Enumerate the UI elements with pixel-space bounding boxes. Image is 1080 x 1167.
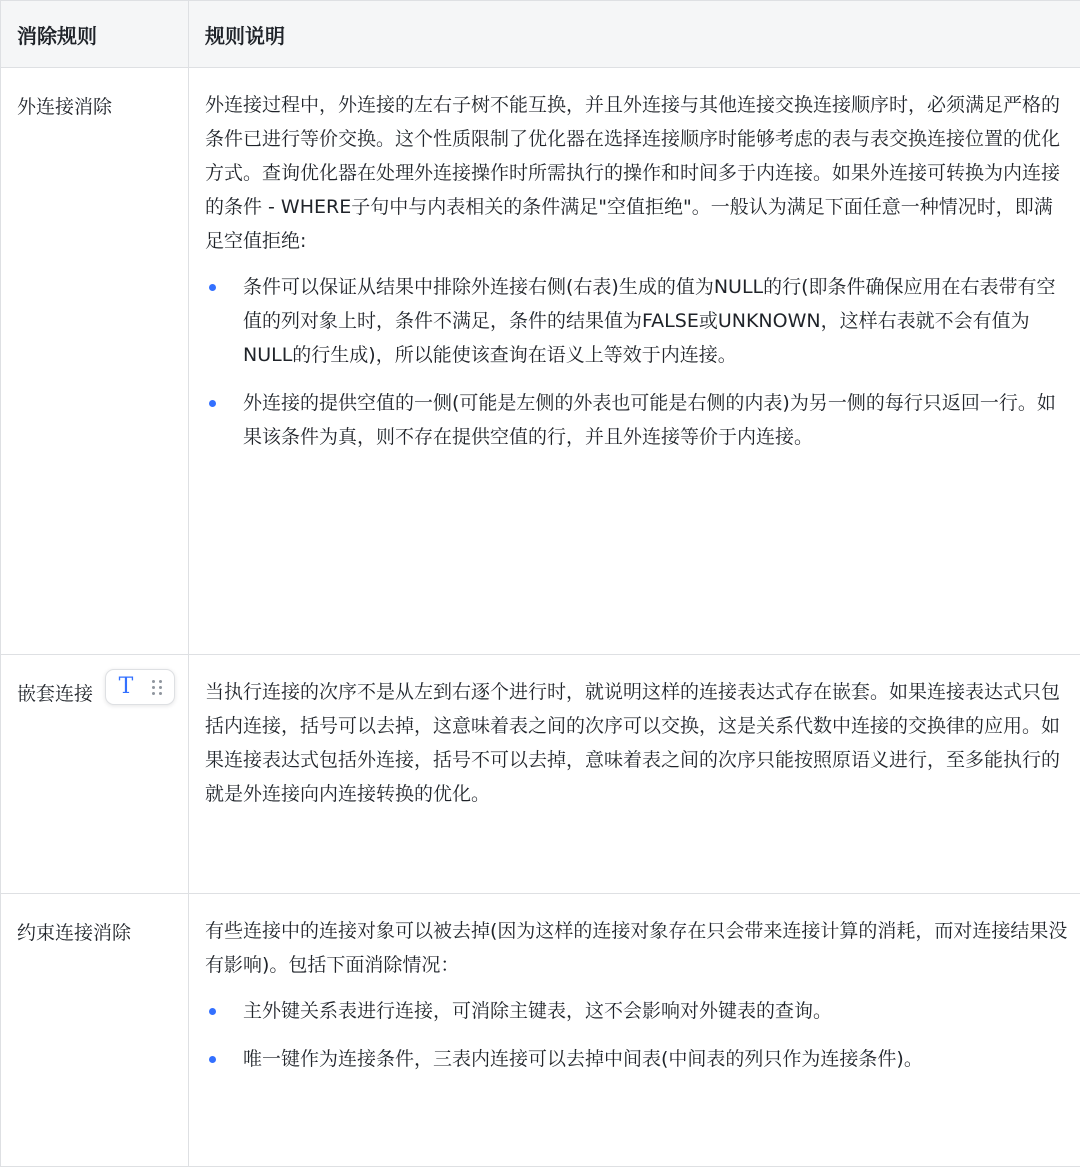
table-row xyxy=(1,68,1080,655)
list-item xyxy=(205,270,1070,372)
bullet-dot-icon xyxy=(209,284,216,291)
rule-name-cell[interactable] xyxy=(1,655,189,894)
rule-name: 嵌套连接 xyxy=(17,683,93,705)
rule-name-cell[interactable] xyxy=(1,894,189,1167)
block-toolbar[interactable] xyxy=(105,669,175,705)
list-item xyxy=(205,994,1070,1028)
rule-desc-cell[interactable] xyxy=(189,68,1080,655)
bullet-dot-icon xyxy=(209,400,216,407)
bullet-dot-icon xyxy=(209,1056,216,1063)
rule-name: 约束连接消除 xyxy=(17,922,131,944)
list-item xyxy=(205,386,1070,454)
header-rule-desc: 规则说明 xyxy=(189,1,1080,68)
list-item xyxy=(205,1042,1070,1076)
header-rule-name: 消除规则 xyxy=(1,1,189,68)
rule-description: 外连接过程中，外连接的左右子树不能互换，并且外连接与其他连接交换连接顺序时，必须满足严格的条件已进行等价交换。这个性质限制了优化器在选择连接顺序时能够考虑的表与表交换连接位置的优化方式。查询优化器在处理外连接操作时所需执行的操作和时间多于内连接。如果外连接可转换为内连接的条件 - WHERE子句中与内表相关的条件满足"空值拒绝"。一般认为满足下面任意一种情况时，即满足空值拒绝: xyxy=(205,88,1070,258)
rule-name-cell[interactable] xyxy=(1,68,189,655)
table-row xyxy=(1,894,1080,1167)
table-row xyxy=(1,655,1080,894)
drag-handle-icon[interactable] xyxy=(146,680,168,695)
rule-desc-cell[interactable] xyxy=(189,655,1080,894)
table-header-row xyxy=(1,1,1080,68)
list-item-text: 条件可以保证从结果中排除外连接右侧(右表)生成的值为NULL的行(即条件确保应用在右表带有空值的列对象上时，条件不满足，条件的结果值为FALSE或UNKNOWN，这样右表就不会有值为NULL的行生成)，所以能使该查询在语义上等效于内连接。 xyxy=(243,276,1056,366)
bullet-dot-icon xyxy=(209,1008,216,1015)
bullet-list xyxy=(205,270,1070,454)
text-format-icon[interactable]: T xyxy=(106,670,146,704)
rule-desc-cell[interactable] xyxy=(189,894,1080,1167)
rule-description: 有些连接中的连接对象可以被去掉(因为这样的连接对象存在只会带来连接计算的消耗，而对连接结果没有影响)。包括下面消除情况： xyxy=(205,914,1070,982)
list-item-text: 唯一键作为连接条件，三表内连接可以去掉中间表(中间表的列只作为连接条件)。 xyxy=(243,1048,923,1070)
list-item-text: 主外键关系表进行连接，可消除主键表，这不会影响对外键表的查询。 xyxy=(243,1000,832,1022)
rule-description: 当执行连接的次序不是从左到右逐个进行时，就说明这样的连接表达式存在嵌套。如果连接表达式只包括内连接，括号可以去掉，这意味着表之间的次序可以交换，这是关系代数中连接的交换律的应用。如果连接表达式包括外连接，括号不可以去掉，意味着表之间的次序只能按照原语义进行，至多能执行的就是外连接向内连接转换的优化。 xyxy=(205,675,1070,811)
rule-name: 外连接消除 xyxy=(17,96,112,118)
bullet-list xyxy=(205,994,1070,1076)
list-item-text: 外连接的提供空值的一侧(可能是左侧的外表也可能是右侧的内表)为另一侧的每行只返回一行。如果该条件为真，则不存在提供空值的行，并且外连接等价于内连接。 xyxy=(243,392,1056,448)
